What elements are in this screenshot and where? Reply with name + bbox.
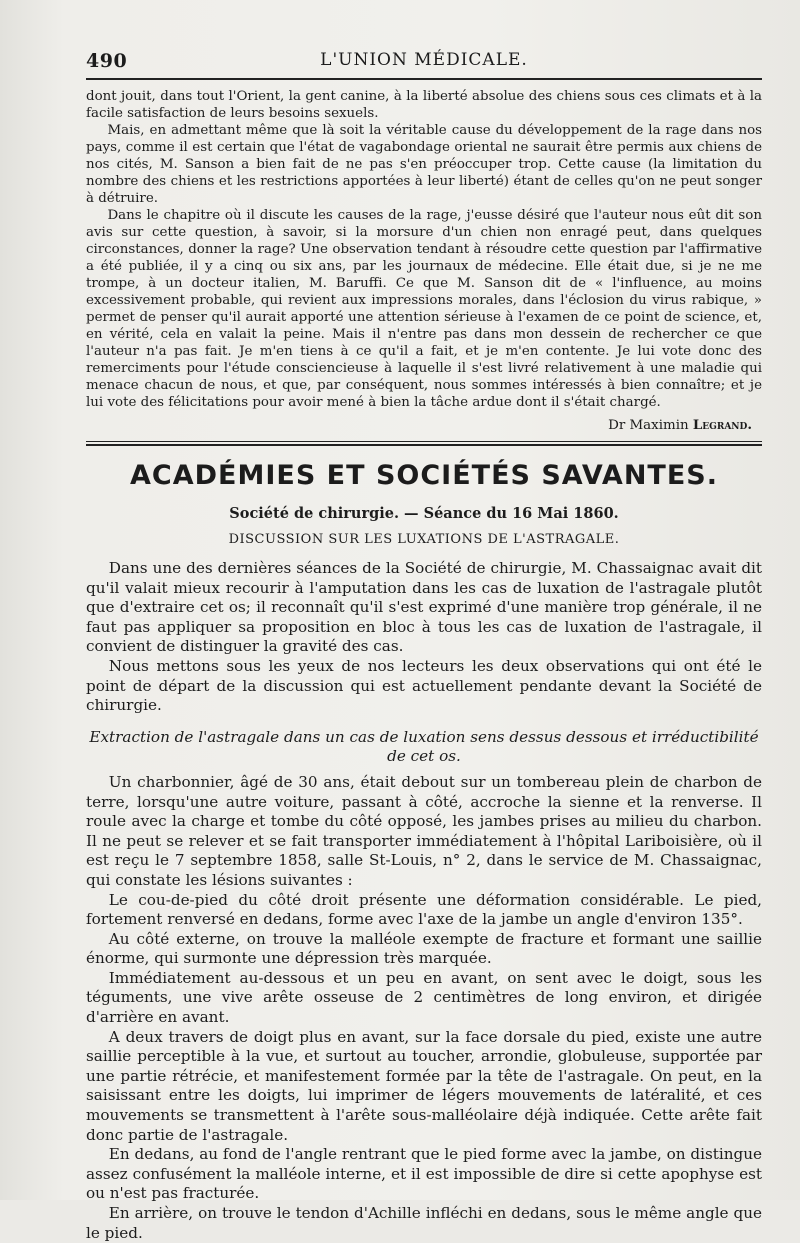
body-paragraph: Nous mettons sous les yeux de nos lecteurs les deux observations qui ont été le point de départ de la discussion qui est actuellement pendante devant la Société de chirurgie. [86, 656, 762, 715]
case-title: Extraction de l'astragale dans un cas de luxation sens dessus dessous et irréductibilité de cet os. [89, 727, 759, 766]
case-paragraph: En dedans, au fond de l'angle rentrant que le pied forme avec la jambe, on distingue assez confusément la malléole interne, et il est impossible de dire si cette apophyse est ou n'est pas fracturée. [86, 1145, 762, 1203]
signature-prefix: Dr Maximin [608, 418, 689, 433]
page-header [86, 44, 762, 76]
intro-paragraph: dont jouit, dans tout l'Orient, la gent canine, à la liberté absolue des chiens sous ces climats et à la facile satisfaction de leurs besoins sexuels. [86, 89, 762, 121]
case-paragraph: En arrière, on trouve le tendon d'Achille infléchi en dedans, sous le même angle que le pied. [86, 1204, 762, 1242]
case-paragraph: Le cou-de-pied du côté droit présente une déformation considérable. Le pied, fortement renversé en dedans, forme avec l'axe de la jambe un angle d'environ 135°. [86, 890, 762, 929]
signature-surname: Legrand. [692, 417, 752, 433]
author-signature [86, 417, 762, 433]
case-paragraph: Immédiatement au-dessous et un peu en avant, on sent avec le doigt, sous les téguments, une vive arête osseuse de 2 centimètres de long environ, et dirigée d'arrière en avant. [86, 968, 762, 1027]
intro-article [86, 88, 762, 411]
section-divider [86, 441, 762, 446]
discussion-body [86, 559, 762, 716]
intro-paragraph: Mais, en admettant même que là soit la véritable cause du développement de la rage dans nos pays, comme il est certain que l'état de vagabondage oriental ne saurait être permis aux chiens de nos cités, M. Sanson a bien fait de ne pas s'en préoccuper trop. Cette cause (la limitation du nombre des chiens et les restrictions apportées à leur liberté) étant de celles qu'on ne peut songer à détruire. [86, 123, 762, 206]
page-number: 490 [86, 50, 128, 72]
header-rule [86, 78, 762, 80]
session-line: Société de chirurgie. — Séance du 16 Mai 1860. [229, 505, 619, 522]
case-paragraph: A deux travers de doigt plus en avant, sur la face dorsale du pied, existe une autre saillie perceptible à la vue, et surtout au toucher, arrondie, globuleuse, supportée par une partie rétrécie, et manifestement formée par la tête de l'astragale. On peut, en la saisissant entre les doigts, lui imprimer de légers mouvements de latéralité, et ces mouvements se transmettent à l'arête sous-malléolaire déjà indiquée. Cette arête fait donc partie de l'astragale. [86, 1027, 762, 1144]
section-title: ACADÉMIES ET SOCIÉTÉS SAVANTES. [130, 460, 718, 491]
case-body [86, 773, 762, 1243]
case-paragraph: Au côté externe, on trouve la malléole exempte de fracture et formant une saillie énorme, qui surmonte une dépression très marquée. [86, 929, 762, 968]
intro-paragraph: Dans le chapitre où il discute les causes de la rage, j'eusse désiré que l'auteur nous eût dit son avis sur cette question, à savoir, si la morsure d'un chien non enragé peut, dans quelques circonstances, donner la rage? Une observation tendant à résoudre cette question par l'affirmative a été publiée, il y a cinq ou six ans, par les journaux de médecine. Elle était due, si je ne me trompe, à un docteur italien, M. Baruffi. Ce que M. Sanson dit de « l'influence, au moins excessivement probable, qui revient aux impressions morales, dans l'éclosion du virus rabique, » permet de penser qu'il aurait apporté une attention sérieuse à l'examen de ce point de science, et, en vérité, cela en valait la peine. Mais il n'entre pas dans mon dessein de rechercher ce que l'auteur n'a pas fait. Je m'en tiens à ce qu'il a fait, et je m'en contente. Je lui vote donc des remerciments pour l'étude consciencieuse à laquelle il s'est livré relativement à une maladie qui menace chacun de nous, et que, par conséquent, nous sommes intéressés à bien connaître; et je lui vote des félicitations pour avoir mené à bien la tâche ardue dont il s'était chargé. [86, 208, 762, 410]
discussion-heading: DISCUSSION SUR LES LUXATIONS DE L'ASTRAGALE. [228, 532, 620, 547]
case-paragraph: Un charbonnier, âgé de 30 ans, était debout sur un tombereau plein de charbon de terre, lorsqu'une autre voiture, passant à côté, accroche la sienne et la renverse. Il roule avec la charge et tombe du côté opposé, les jambes prises au milieu du charbon. Il ne peut se relever et se fait transporter immédiatement à l'hôpital Lariboisière, où il est reçu le 7 septembre 1858, salle St-Louis, n° 2, dans le service de M. Chassaignac, qui constate les lésions suivantes : [86, 772, 762, 889]
running-head: L'UNION MÉDICALE. [320, 50, 528, 70]
body-paragraph: Dans une des dernières séances de la Société de chirurgie, M. Chassaignac avait dit qu'il valait mieux recourir à l'amputation dans les cas de luxation de l'astragale plutôt que d'extraire cet os; il reconnaît qu'il s'est exprimé d'une manière trop générale, il ne faut pas appliquer sa proposition en bloc à tous les cas de luxation de l'astragale, il convient de distinguer la gravité des cas. [86, 559, 762, 656]
